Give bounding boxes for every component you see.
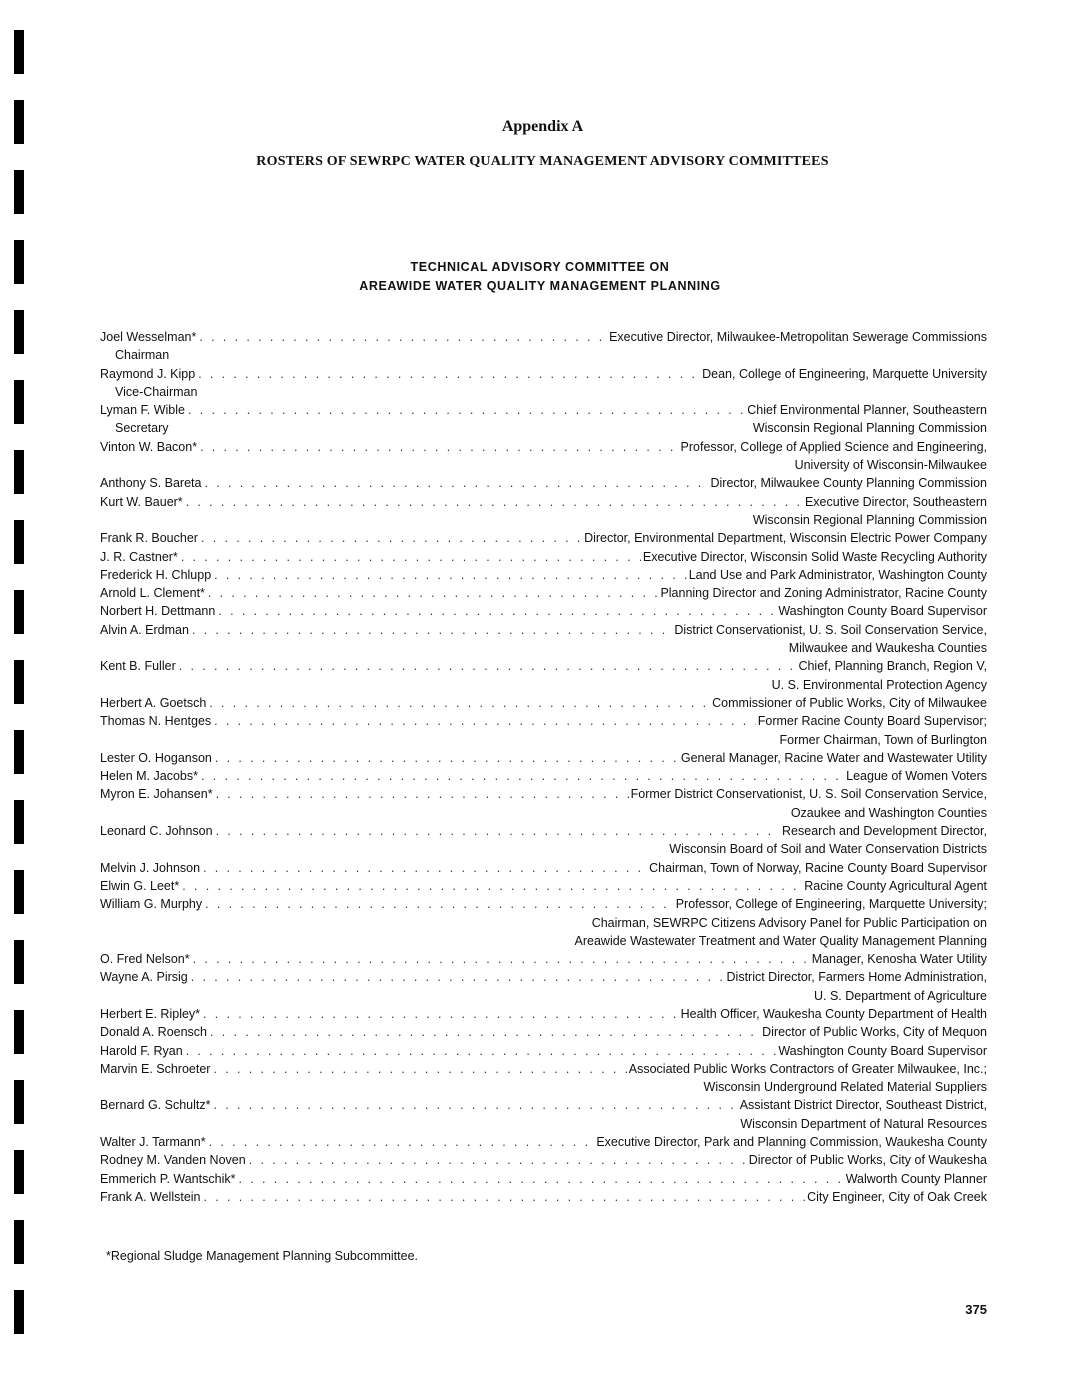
dot-leader bbox=[218, 602, 776, 620]
member-name: Elwin G. Leet* bbox=[100, 878, 180, 893]
member-role bbox=[100, 804, 791, 822]
member-title-continuation: U. S. Environmental Protection Agency bbox=[771, 677, 987, 692]
roster-entry bbox=[100, 1188, 987, 1206]
dot-leader bbox=[213, 1060, 626, 1078]
binder-mark bbox=[14, 870, 24, 914]
dot-leader bbox=[199, 328, 607, 346]
dot-leader bbox=[203, 1005, 679, 1023]
dot-leader bbox=[214, 712, 756, 730]
member-name: Marvin E. Schroeter bbox=[100, 1061, 211, 1076]
roster-entry bbox=[100, 474, 987, 492]
member-role bbox=[100, 731, 780, 749]
roster-line bbox=[100, 584, 987, 602]
member-title-continuation: Milwaukee and Waukesha Counties bbox=[788, 641, 987, 656]
member-name: Myron E. Johansen* bbox=[100, 787, 213, 802]
dot-leader bbox=[191, 968, 725, 986]
member-title: Associated Public Works Contractors of Greater Milwaukee, Inc.; bbox=[628, 1061, 987, 1076]
member-name: Leonard C. Johnson bbox=[100, 824, 213, 839]
binder-mark bbox=[14, 1010, 24, 1054]
member-name: O. Fred Nelson* bbox=[100, 952, 190, 967]
roster-entry bbox=[100, 566, 987, 584]
roster-line bbox=[100, 877, 987, 895]
roster-line bbox=[100, 1042, 987, 1060]
dot-leader bbox=[249, 1151, 747, 1169]
roster-entry bbox=[100, 1042, 987, 1060]
member-title: District Conservationist, U. S. Soil Conservation Service, bbox=[674, 622, 987, 637]
member-role: Vice-Chairman bbox=[115, 384, 198, 399]
member-title-continuation: Wisconsin Department of Natural Resources bbox=[740, 1116, 987, 1131]
member-title: Commissioner of Public Works, City of Milwaukee bbox=[712, 695, 987, 710]
member-name: Rodney M. Vanden Noven bbox=[100, 1153, 246, 1168]
member-title: Washington County Board Supervisor bbox=[778, 1043, 987, 1058]
binder-mark bbox=[14, 1080, 24, 1124]
roster-continuation bbox=[100, 383, 987, 401]
roster-line bbox=[100, 493, 987, 511]
roster-entry bbox=[100, 1170, 987, 1188]
binder-mark bbox=[14, 380, 24, 424]
member-title-continuation: Wisconsin Regional Planning Commission bbox=[752, 512, 987, 527]
roster-entry bbox=[100, 328, 987, 365]
roster-continuation bbox=[100, 840, 987, 858]
member-name: Frank A. Wellstein bbox=[100, 1189, 201, 1204]
member-title: Land Use and Park Administrator, Washington County bbox=[688, 567, 987, 582]
dot-leader bbox=[198, 365, 700, 383]
roster-line bbox=[100, 895, 987, 913]
binder-mark bbox=[14, 590, 24, 634]
dot-leader bbox=[192, 621, 672, 639]
roster-line bbox=[100, 474, 987, 492]
roster-entry bbox=[100, 584, 987, 602]
member-name: Alvin A. Erdman bbox=[100, 622, 189, 637]
member-name: Norbert H. Dettmann bbox=[100, 604, 216, 619]
roster-line bbox=[100, 950, 987, 968]
member-name: Bernard G. Schultz* bbox=[100, 1098, 211, 1113]
member-title-continuation: University of Wisconsin-Milwaukee bbox=[794, 458, 987, 473]
page-number: 375 bbox=[965, 1302, 987, 1317]
member-title: Washington County Board Supervisor bbox=[778, 604, 987, 619]
member-name: Lester O. Hoganson bbox=[100, 750, 212, 765]
roster-continuation bbox=[100, 511, 987, 529]
roster-line bbox=[100, 822, 987, 840]
member-role bbox=[100, 914, 592, 932]
roster-entry bbox=[100, 438, 987, 475]
dot-leader bbox=[203, 859, 647, 877]
member-name: Emmerich P. Wantschik* bbox=[100, 1171, 236, 1186]
roster-entry bbox=[100, 1023, 987, 1041]
roster-line bbox=[100, 767, 987, 785]
roster-entry bbox=[100, 401, 987, 438]
committee-title-line1: TECHNICAL ADVISORY COMMITTEE ON bbox=[410, 260, 670, 274]
member-role bbox=[100, 456, 795, 474]
member-title: League of Women Voters bbox=[846, 769, 987, 784]
roster-entry bbox=[100, 785, 987, 822]
roster-line bbox=[100, 657, 987, 675]
member-title: Former District Conservationist, U. S. Soil Conservation Service, bbox=[630, 787, 987, 802]
member-name: William G. Murphy bbox=[100, 897, 203, 912]
roster-entry bbox=[100, 657, 987, 694]
member-title: Racine County Agricultural Agent bbox=[804, 878, 987, 893]
roster-entry bbox=[100, 877, 987, 895]
dot-leader bbox=[204, 474, 708, 492]
roster-line bbox=[100, 621, 987, 639]
dot-leader bbox=[208, 584, 659, 602]
roster-entry bbox=[100, 529, 987, 547]
binder-mark bbox=[14, 1220, 24, 1264]
member-role bbox=[100, 1115, 740, 1133]
roster-entry bbox=[100, 712, 987, 749]
member-title-continuation: U. S. Department of Agriculture bbox=[814, 988, 987, 1003]
binder-mark bbox=[14, 1150, 24, 1194]
binder-mark bbox=[14, 310, 24, 354]
roster-line bbox=[100, 694, 987, 712]
roster-line bbox=[100, 749, 987, 767]
member-title: Walworth County Planner bbox=[845, 1171, 987, 1186]
roster-entry bbox=[100, 1096, 987, 1133]
main-title: ROSTERS OF SEWRPC WATER QUALITY MANAGEMENT ADVISORY COMMITTEES bbox=[256, 154, 829, 169]
committee-title bbox=[0, 258, 1065, 296]
roster-line bbox=[100, 438, 987, 456]
dot-leader bbox=[213, 1096, 737, 1114]
member-title-continuation: Ozaukee and Washington Counties bbox=[790, 805, 987, 820]
member-name: J. R. Castner* bbox=[100, 549, 178, 564]
roster-line bbox=[100, 328, 987, 346]
roster-entry bbox=[100, 365, 987, 402]
member-title: Chairman, Town of Norway, Racine County Board Supervisor bbox=[649, 860, 987, 875]
member-title: Director, Environmental Department, Wisconsin Electric Power Company bbox=[584, 531, 987, 546]
member-title-continuation: Former Chairman, Town of Burlington bbox=[779, 732, 987, 747]
member-name: Anthony S. Bareta bbox=[100, 476, 202, 491]
member-title: Professor, College of Applied Science and Engineering, bbox=[680, 439, 987, 454]
roster-entry bbox=[100, 1151, 987, 1169]
member-title: Executive Director, Park and Planning Commission, Waukesha County bbox=[596, 1135, 987, 1150]
member-name: Helen M. Jacobs* bbox=[100, 769, 198, 784]
roster-entry bbox=[100, 822, 987, 859]
dot-leader bbox=[205, 895, 674, 913]
binder-mark bbox=[14, 520, 24, 564]
dot-leader bbox=[215, 749, 679, 767]
roster-continuation bbox=[100, 987, 987, 1005]
roster-line bbox=[100, 566, 987, 584]
member-title: Director of Public Works, City of Mequon bbox=[762, 1025, 987, 1040]
dot-leader bbox=[181, 548, 641, 566]
binder-holes bbox=[14, 0, 36, 1380]
dot-leader bbox=[201, 529, 582, 547]
roster-entry bbox=[100, 1133, 987, 1151]
member-role bbox=[100, 1078, 704, 1096]
roster-continuation bbox=[100, 1115, 987, 1133]
dot-leader bbox=[216, 785, 629, 803]
member-title: Executive Director, Milwaukee-Metropolitan Sewerage Commissions bbox=[609, 330, 987, 344]
roster-line bbox=[100, 1170, 987, 1188]
roster-entry bbox=[100, 1005, 987, 1023]
member-title: Assistant District Director, Southeast District, bbox=[739, 1098, 987, 1113]
member-title: Dean, College of Engineering, Marquette University bbox=[702, 366, 987, 381]
member-name: Kurt W. Bauer* bbox=[100, 494, 183, 509]
member-name: Frederick H. Chlupp bbox=[100, 567, 212, 582]
dot-leader bbox=[216, 822, 780, 840]
member-name: Raymond J. Kipp bbox=[100, 366, 196, 381]
member-name: Arnold L. Clement* bbox=[100, 586, 205, 601]
roster-line bbox=[100, 1096, 987, 1114]
roster-line bbox=[100, 365, 987, 383]
member-title: Executive Director, Southeastern bbox=[804, 494, 987, 509]
roster-entry bbox=[100, 1060, 987, 1097]
roster-line bbox=[100, 859, 987, 877]
member-title: Executive Director, Wisconsin Solid Waste Recycling Authority bbox=[642, 549, 987, 564]
roster-line bbox=[100, 968, 987, 986]
roster-line bbox=[100, 712, 987, 730]
member-title: Planning Director and Zoning Administrator, Racine County bbox=[660, 586, 987, 601]
dot-leader bbox=[182, 877, 802, 895]
roster-line bbox=[100, 1188, 987, 1206]
member-role bbox=[100, 639, 789, 657]
member-name: Herbert E. Ripley* bbox=[100, 1006, 201, 1021]
roster-entry bbox=[100, 493, 987, 530]
member-name: Frank R. Boucher bbox=[100, 531, 198, 546]
roster-continuation bbox=[100, 676, 987, 694]
member-title: General Manager, Racine Water and Wastewater Utility bbox=[680, 750, 987, 765]
member-title: Chief Environmental Planner, Southeastern bbox=[747, 403, 987, 418]
member-name: Vinton W. Bacon* bbox=[100, 439, 198, 454]
member-title-continuation: Wisconsin Board of Soil and Water Conservation Districts bbox=[669, 842, 987, 857]
footnote: *Regional Sludge Management Planning Subcommittee. bbox=[106, 1249, 418, 1263]
binder-mark bbox=[14, 800, 24, 844]
binder-mark bbox=[14, 730, 24, 774]
member-name: Harold F. Ryan bbox=[100, 1043, 183, 1058]
dot-leader bbox=[214, 566, 687, 584]
roster-continuation bbox=[100, 456, 987, 474]
member-name: Thomas N. Hentges bbox=[100, 714, 212, 729]
member-role bbox=[100, 987, 814, 1005]
dot-leader bbox=[210, 1023, 760, 1041]
binder-mark bbox=[14, 170, 24, 214]
dot-leader bbox=[238, 1170, 843, 1188]
roster-line bbox=[100, 1060, 987, 1078]
member-role: Chairman bbox=[115, 348, 170, 363]
roster-continuation bbox=[100, 914, 987, 932]
binder-mark bbox=[14, 450, 24, 494]
dot-leader bbox=[193, 950, 810, 968]
binder-mark bbox=[14, 940, 24, 984]
dot-leader bbox=[179, 657, 797, 675]
roster-entry bbox=[100, 968, 987, 1005]
member-title-continuation: Chairman, SEWRPC Citizens Advisory Panel for Public Participation on bbox=[591, 915, 987, 930]
member-name: Walter J. Tarmann* bbox=[100, 1135, 206, 1150]
binder-mark bbox=[14, 660, 24, 704]
roster-entry bbox=[100, 621, 987, 658]
roster-line bbox=[100, 1005, 987, 1023]
roster-continuation bbox=[100, 804, 987, 822]
dot-leader bbox=[204, 1188, 806, 1206]
roster-entry bbox=[100, 895, 987, 950]
roster-continuation bbox=[100, 731, 987, 749]
roster-line bbox=[100, 1151, 987, 1169]
roster-line bbox=[100, 529, 987, 547]
member-name: Wayne A. Pirsig bbox=[100, 970, 188, 985]
member-title: Professor, College of Engineering, Marquette University; bbox=[675, 897, 987, 912]
roster-entry bbox=[100, 694, 987, 712]
member-title-continuation: Wisconsin Regional Planning Commission bbox=[752, 421, 987, 436]
binder-mark bbox=[14, 30, 24, 74]
roster-continuation bbox=[100, 932, 987, 950]
committee-title-line2: AREAWIDE WATER QUALITY MANAGEMENT PLANNING bbox=[359, 279, 721, 293]
member-name: Herbert A. Goetsch bbox=[100, 695, 207, 710]
roster-line bbox=[100, 401, 987, 419]
dot-leader bbox=[188, 401, 745, 419]
roster-entry bbox=[100, 859, 987, 877]
member-title: Research and Development Director, bbox=[782, 824, 987, 839]
dot-leader bbox=[200, 438, 678, 456]
roster-entry bbox=[100, 767, 987, 785]
member-name: Lyman F. Wible bbox=[100, 403, 185, 418]
appendix-title: Appendix A bbox=[501, 118, 584, 135]
member-title-continuation: Wisconsin Underground Related Material Suppliers bbox=[703, 1080, 987, 1095]
roster-list bbox=[100, 328, 987, 1206]
member-title: City Engineer, City of Oak Creek bbox=[807, 1189, 987, 1204]
member-title: Chief, Planning Branch, Region V, bbox=[798, 659, 987, 674]
binder-mark bbox=[14, 1290, 24, 1334]
dot-leader bbox=[186, 1042, 777, 1060]
member-title: Manager, Kenosha Water Utility bbox=[811, 952, 987, 967]
member-role: Secretary bbox=[115, 421, 169, 436]
dot-leader bbox=[186, 493, 803, 511]
roster-continuation bbox=[100, 419, 987, 437]
roster-continuation bbox=[100, 639, 987, 657]
roster-entry bbox=[100, 950, 987, 968]
member-name: Joel Wesselman* bbox=[100, 330, 197, 344]
roster-continuation bbox=[100, 1078, 987, 1096]
member-title: Director, Milwaukee County Planning Commission bbox=[710, 476, 987, 491]
member-title: District Director, Farmers Home Administration, bbox=[726, 970, 987, 985]
roster-line bbox=[100, 1133, 987, 1151]
roster-line bbox=[100, 548, 987, 566]
roster-entry bbox=[100, 602, 987, 620]
roster-line bbox=[100, 1023, 987, 1041]
member-name: Donald A. Roensch bbox=[100, 1025, 208, 1040]
member-role bbox=[100, 511, 753, 529]
member-name: Melvin J. Johnson bbox=[100, 860, 201, 875]
dot-leader bbox=[209, 694, 710, 712]
dot-leader bbox=[201, 767, 844, 785]
member-name: Kent B. Fuller bbox=[100, 659, 176, 674]
member-role bbox=[100, 676, 772, 694]
member-title-continuation: Areawide Wastewater Treatment and Water Quality Management Planning bbox=[574, 933, 987, 948]
roster-entry bbox=[100, 749, 987, 767]
dot-leader bbox=[209, 1133, 595, 1151]
roster-continuation bbox=[100, 346, 987, 364]
roster-line bbox=[100, 785, 987, 803]
member-role bbox=[100, 840, 669, 858]
member-title: Health Officer, Waukesha County Department of Health bbox=[680, 1006, 987, 1021]
roster-line bbox=[100, 602, 987, 620]
member-title: Former Racine County Board Supervisor; bbox=[757, 714, 987, 729]
roster-entry bbox=[100, 548, 987, 566]
member-title: Director of Public Works, City of Waukesha bbox=[748, 1153, 987, 1168]
